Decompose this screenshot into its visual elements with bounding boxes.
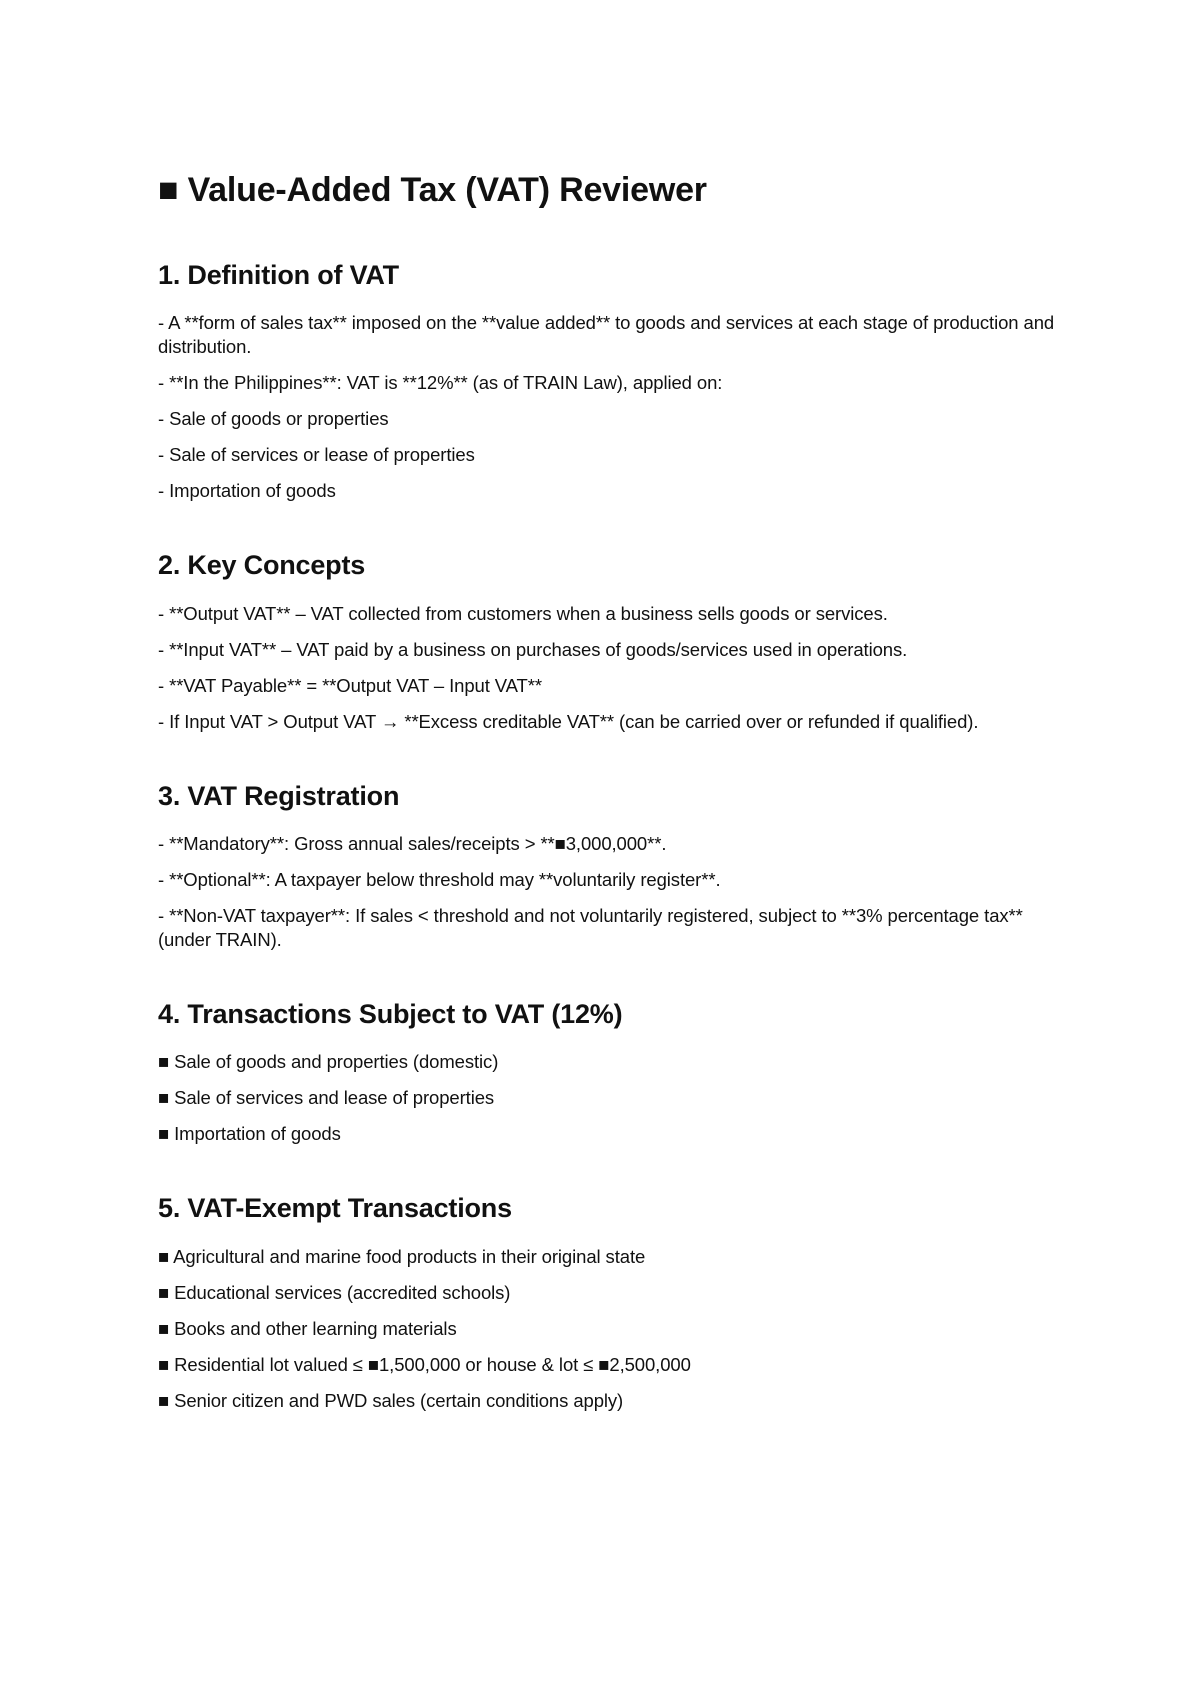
section-line: ■ Educational services (accredited schools) xyxy=(158,1281,511,1303)
section-line: ■ Importation of goods xyxy=(158,1123,341,1145)
document-title: ■ Value-Added Tax (VAT) Reviewer xyxy=(158,171,707,209)
section-vat-registration xyxy=(158,780,1058,952)
section-definition-of-vat xyxy=(158,259,1058,503)
section-line: - **Input VAT** – VAT paid by a business on purchases of goods/services used in operations. xyxy=(158,638,908,660)
section-line: - **Optional**: A taxpayer below threshold may **voluntarily register**. xyxy=(158,868,721,890)
section-heading: 5. VAT-Exempt Transactions xyxy=(158,1193,512,1224)
section-heading: 4. Transactions Subject to VAT (12%) xyxy=(158,998,623,1029)
section-heading: 2. Key Concepts xyxy=(158,550,366,581)
section-line: - **Mandatory**: Gross annual sales/receipts > **■3,000,000**. xyxy=(158,832,667,854)
section-line: ■ Sale of services and lease of properties xyxy=(158,1087,495,1109)
section-line: ■ Sale of goods and properties (domestic) xyxy=(158,1051,499,1073)
section-line: - **Output VAT** – VAT collected from customers when a business sells goods or services. xyxy=(158,602,888,624)
section-line: - Sale of services or lease of properties xyxy=(158,444,475,466)
section-line: ■ Agricultural and marine food products in their original state xyxy=(158,1245,646,1267)
section-line: ■ Residential lot valued ≤ ■1,500,000 or house & lot ≤ ■2,500,000 xyxy=(158,1353,691,1375)
section-line: - **Non-VAT taxpayer**: If sales < threshold and not voluntarily registered, subject to **3% percentage tax** (under TRAIN). xyxy=(158,904,1023,950)
section-vat-exempt-transactions xyxy=(158,1192,1058,1412)
section-heading: 3. VAT Registration xyxy=(158,780,400,811)
section-line: - **In the Philippines**: VAT is **12%** (as of TRAIN Law), applied on: xyxy=(158,372,723,394)
section-line: - **VAT Payable** = **Output VAT – Input VAT** xyxy=(158,674,542,696)
section-line: - Sale of goods or properties xyxy=(158,408,389,430)
section-line: ■ Books and other learning materials xyxy=(158,1317,457,1339)
section-line: - Importation of goods xyxy=(158,480,336,502)
section-transactions-subject-to-vat xyxy=(158,998,1058,1146)
section-key-concepts xyxy=(158,549,1058,733)
section-line: - A **form of sales tax** imposed on the **value added** to goods and services at each stage of production and distribution. xyxy=(158,312,1055,358)
section-heading: 1. Definition of VAT xyxy=(158,259,399,290)
section-line: ■ Senior citizen and PWD sales (certain conditions apply) xyxy=(158,1389,624,1411)
section-line: - If Input VAT > Output VAT → **Excess creditable VAT** (can be carried over or refunded if qualified). xyxy=(158,710,979,732)
document-page xyxy=(158,170,1058,1459)
